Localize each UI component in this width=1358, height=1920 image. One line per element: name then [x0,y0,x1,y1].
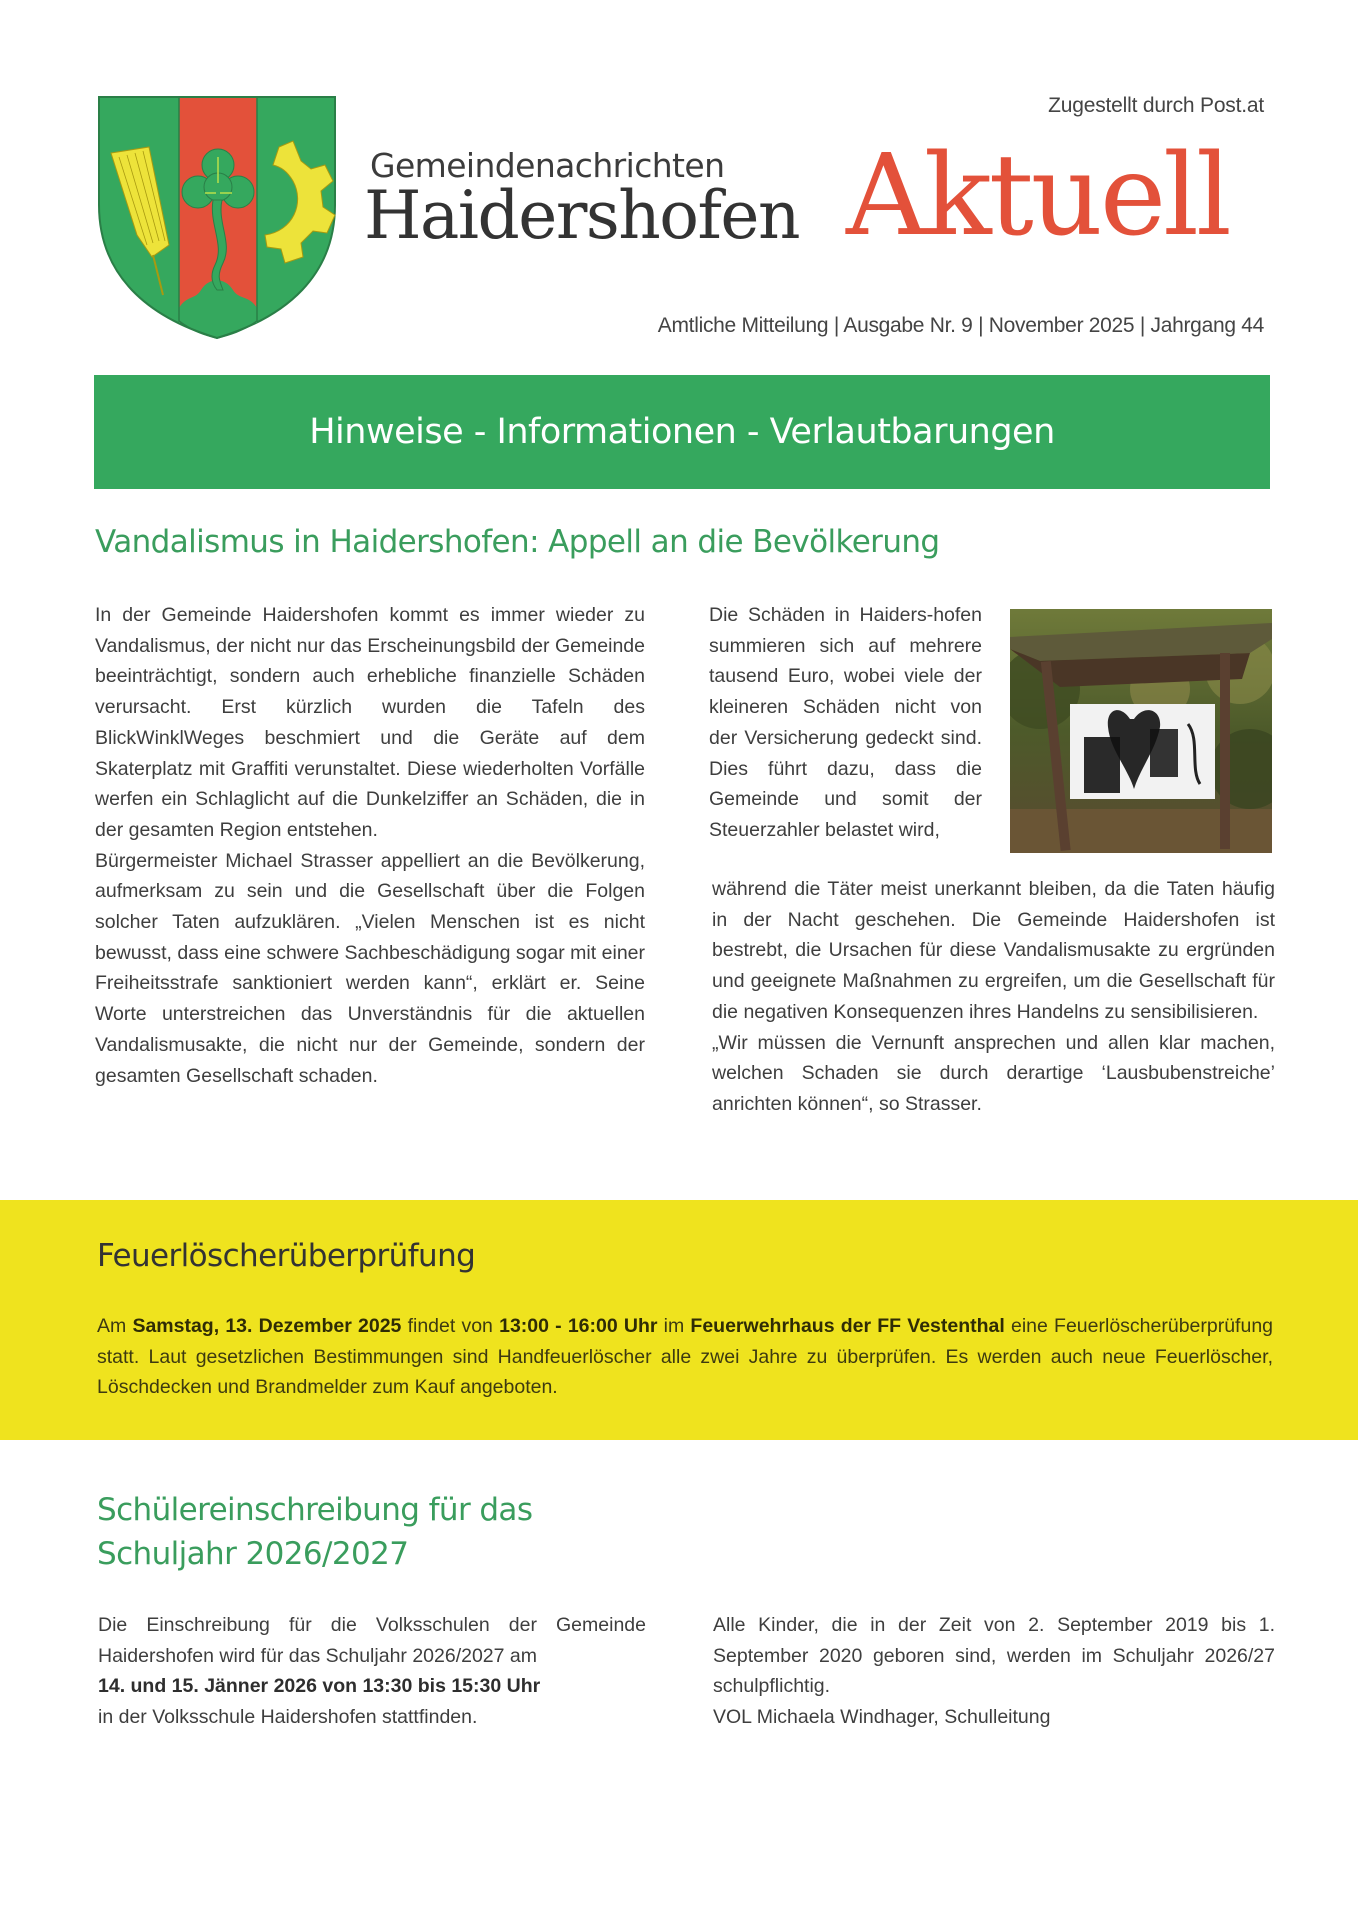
coat-of-arms-icon [97,95,337,340]
article-paragraph: Bürgermeister Michael Strasser appelliert an die Bevölkerung, aufmerksam zu sein und die Gesellschaft über die Folgen solcher Taten aufzuklären. „Vielen Menschen ist es nicht bewusst, dass eine schwere Sachbeschädigung sogar mit einer Freiheitsstrafe sanktioniert werden kann“, erklärt er. Seine Worte unterstreichen das Unverständnis für die aktuellen Vandalismusakte, die nicht nur der Gemeinde, sondern der gesamten Gesellschaft schaden. [95,849,645,1087]
event-date: Samstag, 13. Dezember 2025 [132,1315,402,1337]
publication-town: Haidershofen [364,177,799,254]
school-column-2 [713,1610,1275,1733]
publication-kicker: Gemeindenachrichten [370,146,725,185]
section-banner [94,375,1270,489]
issue-meta: Amtliche Mitteilung | Ausgabe Nr. 9 | November 2025 | Jahrgang 44 [657,314,1264,337]
article-title-vandalism: Vandalismus in Haidershofen: Appell an die Bevölkerung [95,524,940,560]
school-enrollment-title [97,1488,797,1576]
school-paragraph: Alle Kinder, die in der Zeit von 2. September 2019 bis 1. September 2020 geboren sind, werden im Schuljahr 2026/27 schulpflichtig. [713,1614,1275,1698]
body-text: im [657,1315,691,1337]
vandalized-board-photo [1010,609,1272,853]
fire-extinguisher-title: Feuerlöscherüberprüfung [97,1238,476,1274]
section-banner-title: Hinweise - Informationen - Verlautbarungen [309,412,1055,452]
article-vandalism-column-2-top [709,600,982,846]
article-paragraph: In der Gemeinde Haidershofen kommt es immer wieder zu Vandalismus, der nicht nur das Erscheinungsbild der Gemeinde beeinträchtigt, sondern auch erhebliche finanzielle Schäden verursacht. Erst kürzlich wurden die Tafeln des BlickWinklWeges beschmiert und die Geräte auf dem Skaterplatz mit Graffiti verunstaltet. Diese wiederholten Vorfälle werfen ein Schlaglicht auf die Dunkelziffer an Schäden, die in der gesamten Region entstehen. [95,604,645,841]
body-text: findet von [401,1315,500,1337]
event-time: 13:00 - 16:00 Uhr [499,1315,658,1337]
body-text: eine Feuerlöscherüberprüfung statt. Laut gesetzlichen Bestimmungen sind Handfeuerlöscher alle zwei Jahre zu überprüfen. Es werden auch neue Feuerlöscher, Löschdecken und Brandmelder zum Kauf angeboten. [97,1315,1274,1399]
school-paragraph: Die Einschreibung für die Volksschulen der Gemeinde Haidershofen wird für das Schuljahr 2026/2027 am [98,1614,646,1667]
fire-extinguisher-body [97,1311,1273,1403]
article-vandalism-column-1 [95,600,645,1091]
article-vandalism-column-2-bottom [712,874,1275,1120]
enrollment-dates: 14. und 15. Jänner 2026 von 13:30 bis 15:30 Uhr [98,1675,541,1698]
publication-brand: Aktuell [846,131,1229,261]
article-paragraph: Die Schäden in Haiders-hofen summieren sich auf mehrere tausend Euro, wobei viele der kleineren Schäden nicht von der Versicherung gedeckt sind. Dies führt dazu, dass die Gemeinde und somit der Steuerzahler belastet wird, [709,604,982,841]
school-column-1 [98,1610,646,1733]
article-paragraph: „Wir müssen die Vernunft ansprechen und allen klar machen, welchen Schaden sie durch derartige ‘Lausbubenstreiche’ anrichten können“, so Strasser. [712,1031,1275,1115]
delivery-note: Zugestellt durch Post.at [1048,94,1264,117]
school-title-line: Schuljahr 2026/2027 [97,1536,409,1572]
body-text: Am [97,1315,133,1337]
school-paragraph: in der Volksschule Haidershofen stattfinden. [98,1706,478,1729]
school-title-line: Schülereinschreibung für das [97,1492,533,1528]
article-paragraph: während die Täter meist unerkannt bleiben, da die Taten häufig in der Nacht geschehen. Die Gemeinde Haidershofen ist bestrebt, die Ursachen für diese Vandalismusakte zu ergründen und geeignete Maßnahmen zu ergreifen, um die Gesellschaft für die negativen Konsequenzen ihres Handelns zu sensibilisieren. [712,878,1275,1023]
event-location: Feuerwehrhaus der FF Vestenthal [690,1315,1005,1337]
school-signature: VOL Michaela Windhager, Schulleitung [713,1706,1051,1729]
